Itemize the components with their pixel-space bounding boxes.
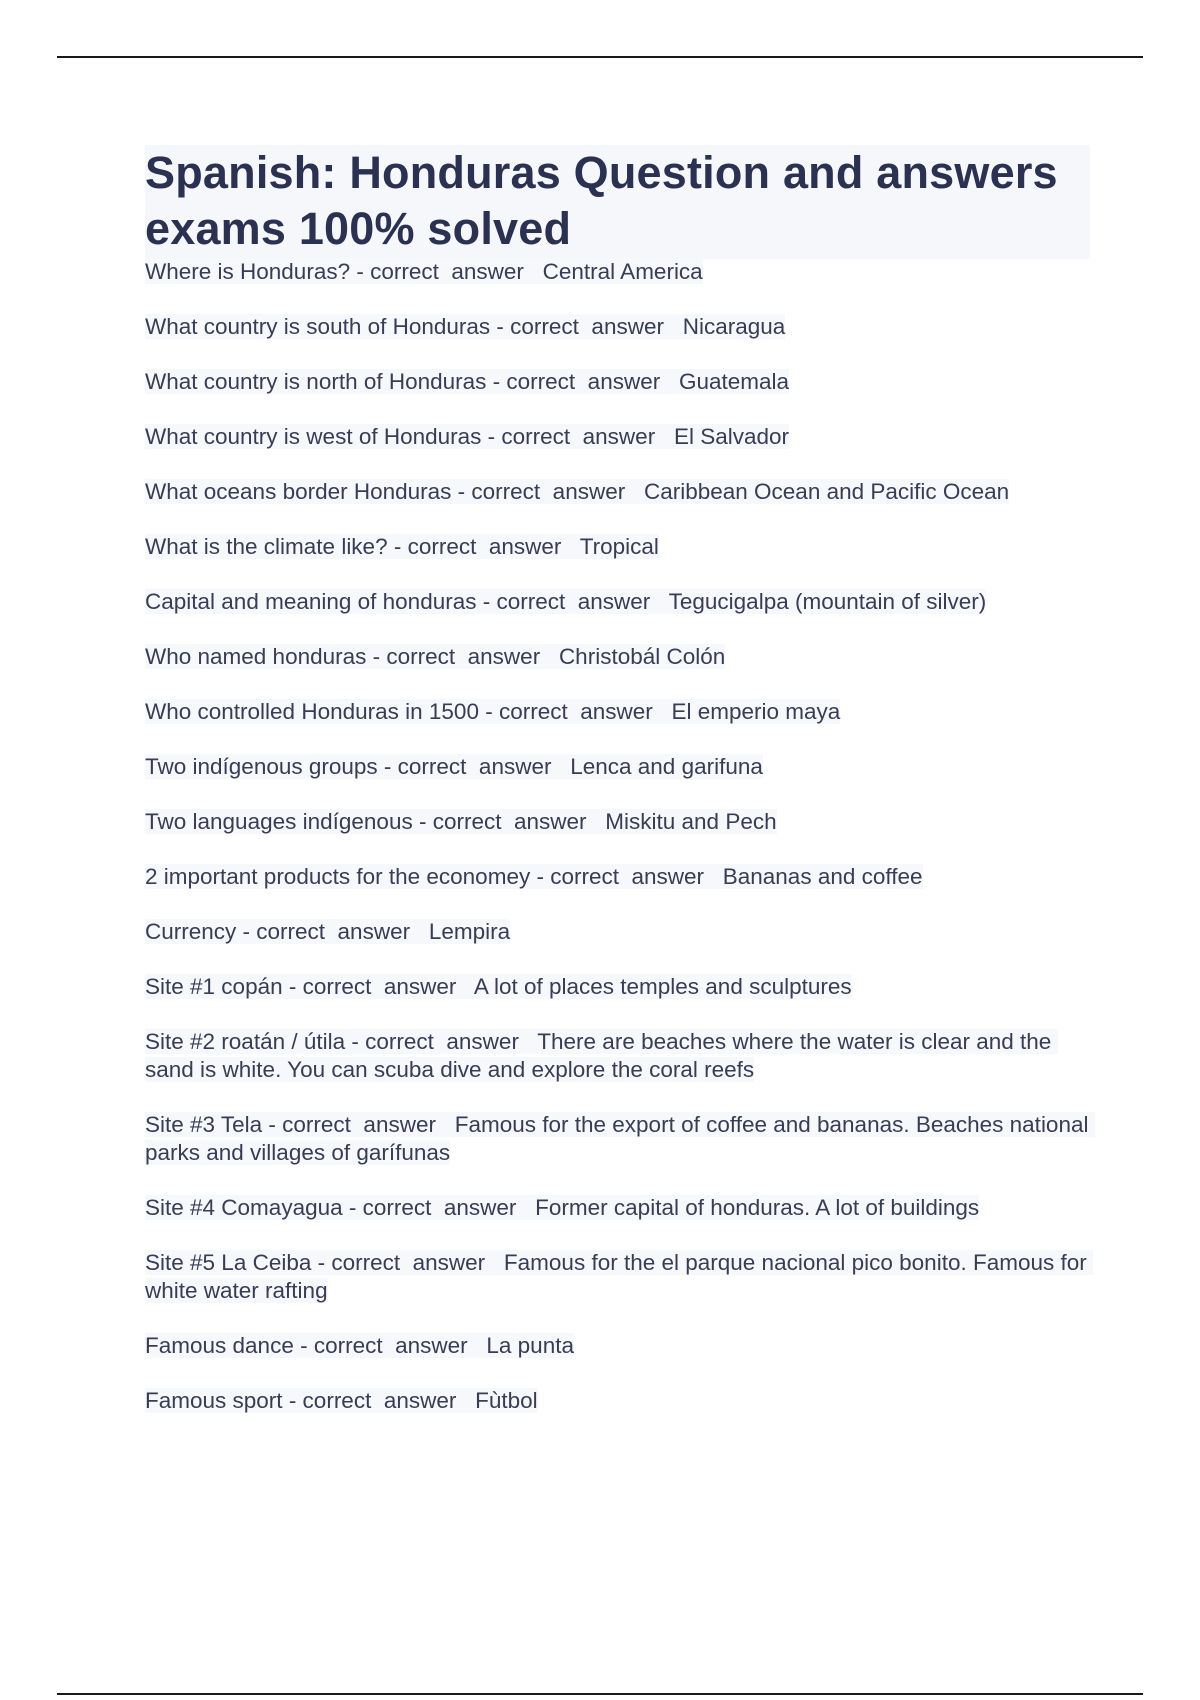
qa-text (145, 644, 725, 669)
document-body (145, 145, 1095, 1442)
qa-separator: - correct answer (377, 754, 571, 779)
qa-item (145, 918, 1090, 946)
qa-separator: - correct answer (451, 479, 644, 504)
qa-item (145, 1249, 1094, 1305)
qa-question: What country is west of Honduras (145, 424, 482, 449)
qa-text (145, 589, 986, 614)
qa-item (145, 973, 1090, 1001)
qa-answer: Caribbean Ocean and Pacific Ocean (643, 479, 1010, 504)
qa-answer: There are beaches where the water is clear and the sand is white. You can scuba dive and explore the coral reefs (145, 1029, 1058, 1082)
qa-separator: - correct answer (282, 974, 474, 999)
qa-question: 2 important products for the economey (145, 864, 531, 889)
title-block (145, 145, 1090, 259)
qa-question: Site #5 La Ceiba (145, 1250, 312, 1275)
qa-answer: Christobál Colón (558, 644, 726, 669)
qa-item (145, 588, 1090, 616)
qa-question: Where is Honduras? (145, 259, 351, 284)
qa-list (145, 258, 1095, 1415)
qa-separator: - correct answer (342, 1195, 536, 1220)
qa-item (145, 1387, 1090, 1415)
qa-answer: Bananas and coffee (722, 864, 923, 889)
qa-question: Who controlled Honduras in 1500 (145, 699, 479, 724)
qa-separator: - correct answer (476, 589, 669, 614)
qa-item (145, 863, 1090, 891)
qa-separator: - correct answer (311, 1250, 504, 1275)
qa-text (145, 1333, 574, 1358)
qa-item (145, 368, 1090, 396)
qa-text (145, 259, 703, 284)
qa-answer: Tegucigalpa (mountain of silver) (668, 589, 987, 614)
qa-text (145, 314, 785, 339)
qa-item (145, 753, 1090, 781)
qa-question: Capital and meaning of honduras (145, 589, 477, 614)
qa-answer: Miskitu and Pech (605, 809, 777, 834)
qa-text (145, 754, 763, 779)
qa-text (145, 424, 789, 449)
qa-separator: - correct answer (282, 1388, 476, 1413)
qa-item (145, 808, 1090, 836)
qa-separator: - correct answer (345, 1029, 538, 1054)
qa-answer: Fùtbol (475, 1388, 538, 1413)
bottom-rule (57, 1693, 1143, 1695)
qa-question: What is the climate like? (145, 534, 388, 559)
qa-question: Famous dance (145, 1333, 294, 1358)
qa-separator: - correct answer (478, 699, 672, 724)
qa-question: What country is north of Honduras (145, 369, 487, 394)
qa-separator: - correct answer (262, 1112, 455, 1137)
qa-item (145, 533, 1090, 561)
qa-answer: Former capital of honduras. A lot of buildings (535, 1195, 980, 1220)
qa-text (145, 1112, 1095, 1165)
qa-item (145, 1028, 1090, 1084)
qa-separator: - correct answer (366, 644, 559, 669)
qa-item (145, 643, 1090, 671)
top-rule (57, 56, 1143, 58)
qa-item (145, 423, 1090, 451)
qa-item (145, 1194, 1090, 1222)
qa-text (145, 534, 659, 559)
qa-question: Currency (145, 919, 237, 944)
qa-answer: El emperio maya (671, 699, 841, 724)
qa-question: Site #2 roatán / útila (145, 1029, 346, 1054)
qa-separator: - correct answer (350, 259, 543, 284)
qa-separator: - correct answer (530, 864, 723, 889)
qa-question: What oceans border Honduras (145, 479, 452, 504)
qa-question: Site #3 Tela (145, 1112, 263, 1137)
qa-item (145, 1332, 1090, 1360)
qa-text (145, 974, 852, 999)
qa-answer: A lot of places temples and sculptures (473, 974, 852, 999)
qa-text (145, 1029, 1058, 1082)
qa-question: Site #4 Comayagua (145, 1195, 343, 1220)
qa-answer: Central America (542, 259, 703, 284)
qa-answer: Lenca and garifuna (570, 754, 763, 779)
qa-text (145, 1250, 1093, 1303)
qa-item (145, 1111, 1095, 1167)
qa-separator: - correct answer (387, 534, 580, 559)
qa-item (145, 698, 1090, 726)
qa-separator: - correct answer (481, 424, 674, 449)
qa-answer: El Salvador (673, 424, 789, 449)
page-title: Spanish: Honduras Question and answers exams 100% solved (145, 147, 1058, 254)
qa-answer: Tropical (579, 534, 659, 559)
qa-answer: Lempira (428, 919, 511, 944)
qa-answer: Famous for the export of coffee and bananas. Beaches national parks and villages of garífunas (145, 1112, 1095, 1165)
qa-separator: - correct answer (293, 1333, 487, 1358)
qa-question: Site #1 copán (145, 974, 283, 999)
qa-text (145, 919, 510, 944)
qa-separator: - correct answer (486, 369, 679, 394)
qa-text (145, 1388, 538, 1413)
qa-answer: Nicaragua (682, 314, 786, 339)
qa-answer: Famous for the el parque nacional pico bonito. Famous for white water rafting (145, 1250, 1094, 1303)
qa-question: Famous sport (145, 1388, 283, 1413)
qa-separator: - correct answer (412, 809, 606, 834)
qa-item (145, 313, 1090, 341)
qa-text (145, 699, 840, 724)
qa-text (145, 369, 789, 394)
qa-question: Who named honduras (145, 644, 367, 669)
qa-text (145, 864, 923, 889)
qa-question: Two indígenous groups (145, 754, 378, 779)
qa-separator: - correct answer (490, 314, 683, 339)
qa-item (145, 258, 1090, 286)
qa-question: Two languages indígenous (145, 809, 413, 834)
qa-question: What country is south of Honduras (145, 314, 491, 339)
qa-item (145, 478, 1090, 506)
qa-text (145, 1195, 979, 1220)
qa-answer: Guatemala (678, 369, 790, 394)
qa-text (145, 479, 1009, 504)
qa-text (145, 809, 777, 834)
qa-separator: - correct answer (236, 919, 429, 944)
qa-answer: La punta (486, 1333, 574, 1358)
